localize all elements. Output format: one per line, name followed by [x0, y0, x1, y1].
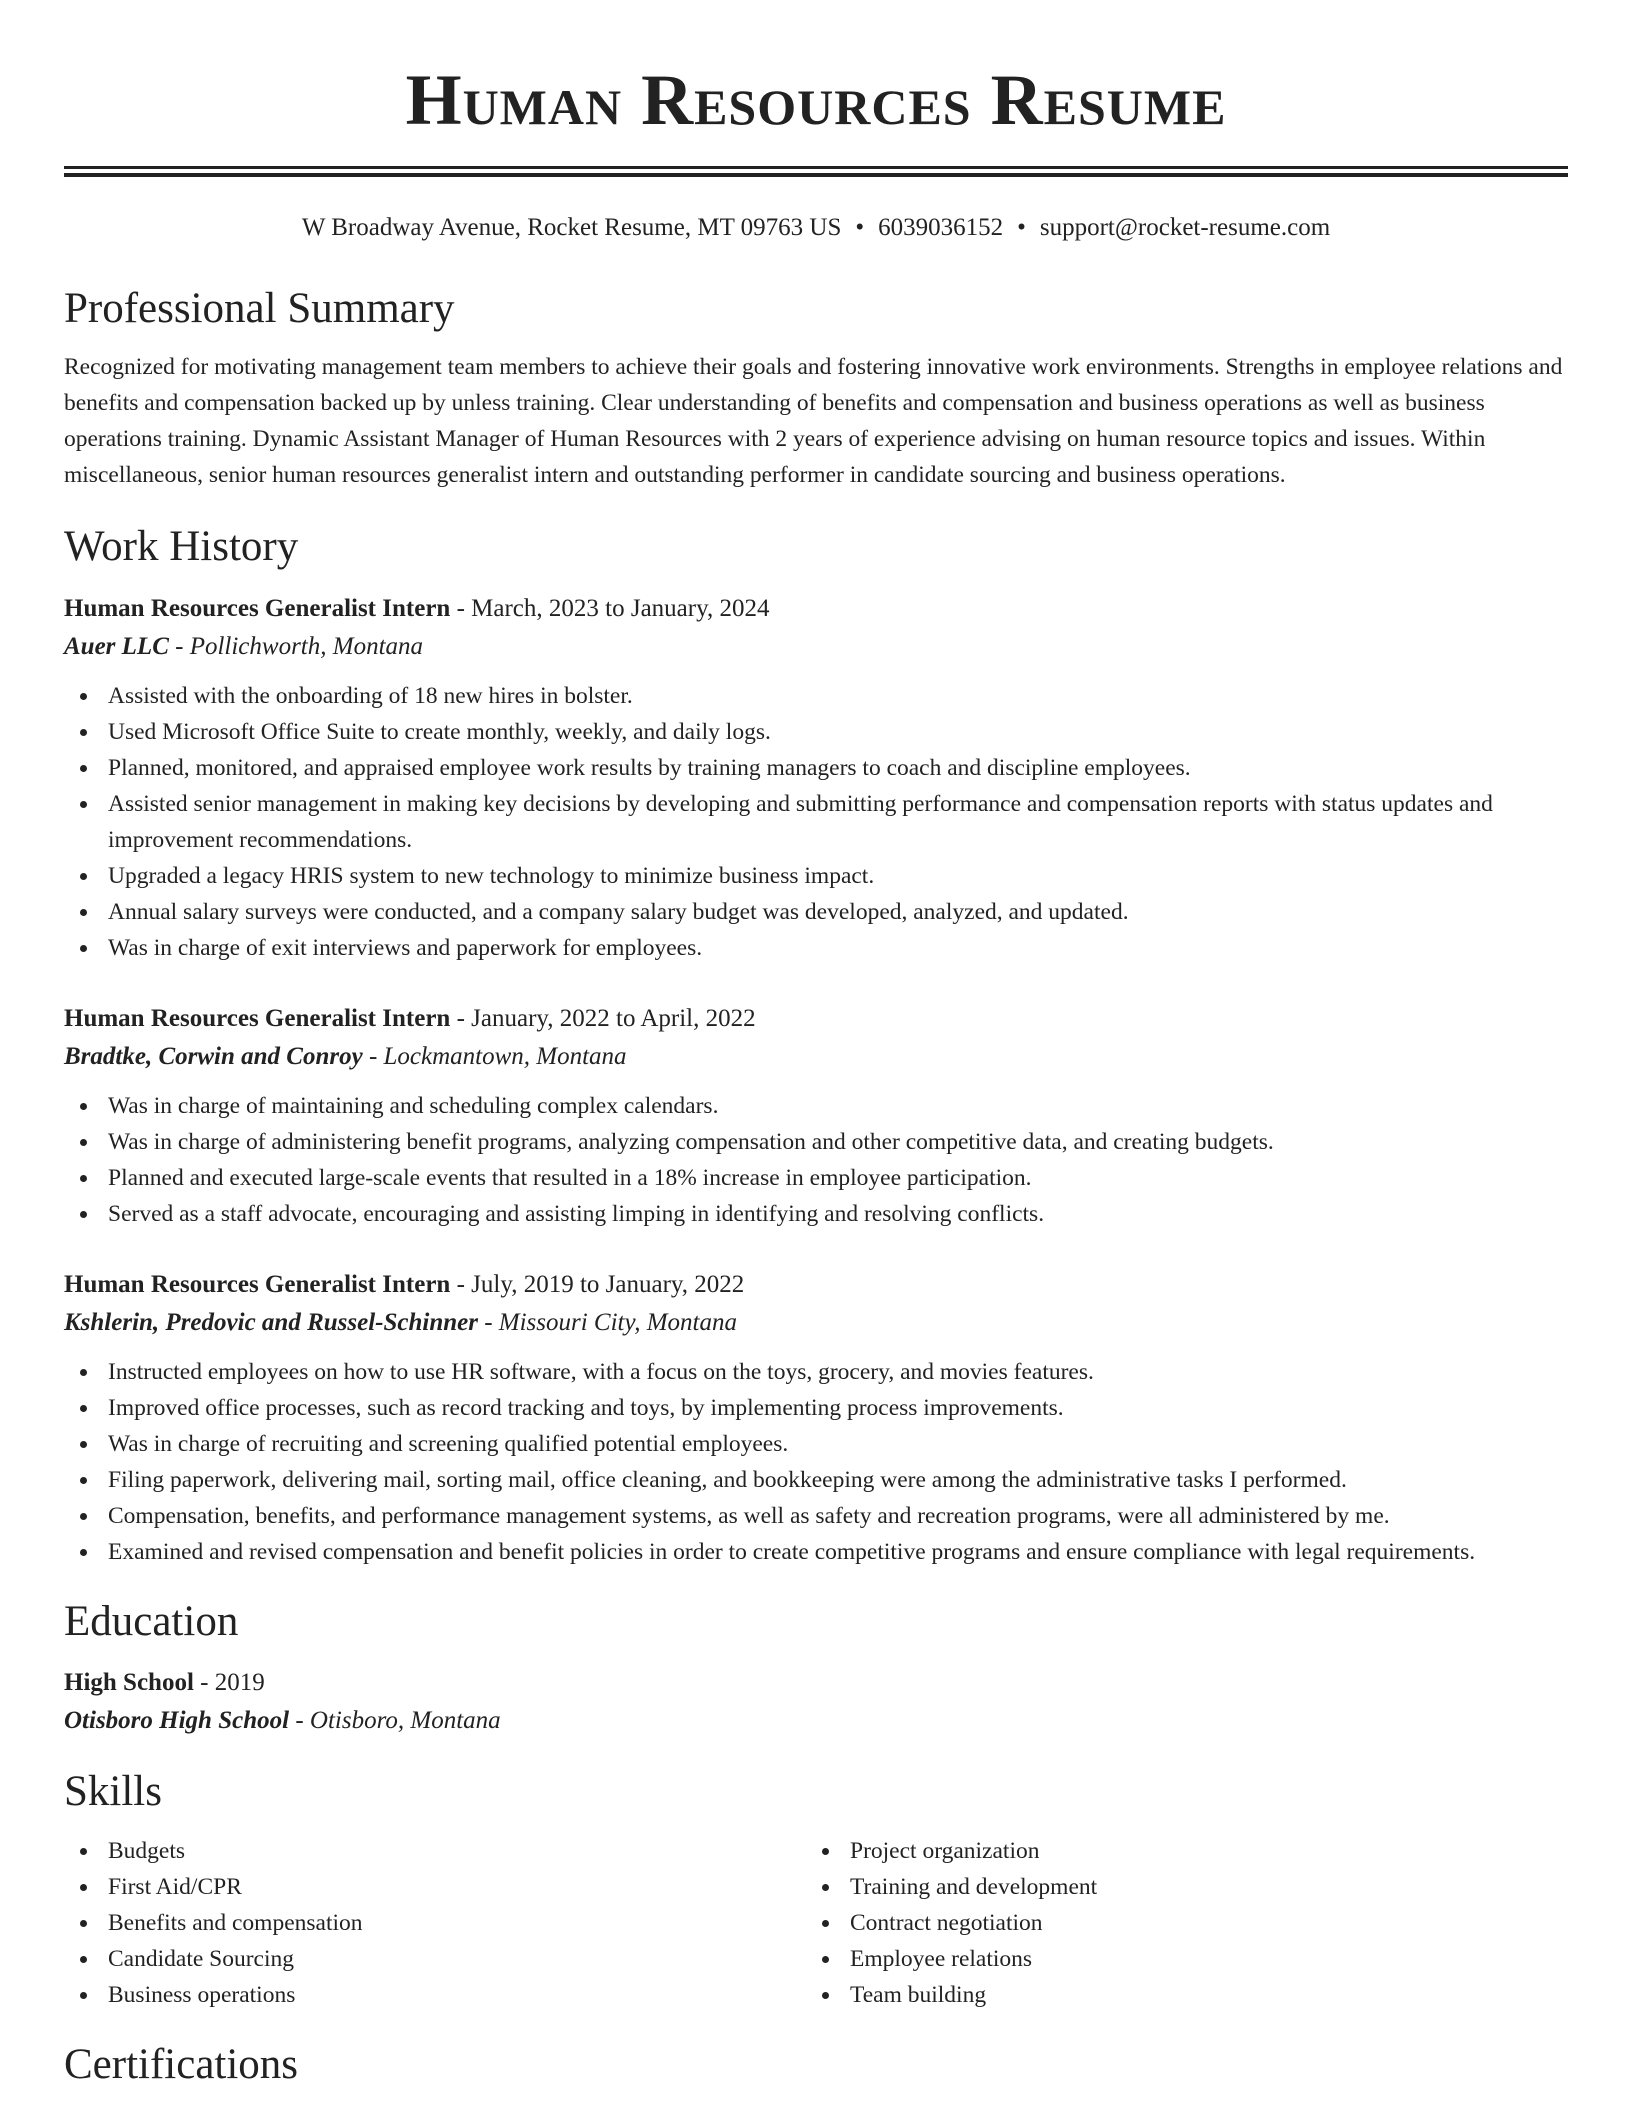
skill-item: Candidate Sourcing — [64, 1941, 806, 1977]
job-title: Human Resources Generalist Intern — [64, 595, 451, 623]
job-entry — [64, 1000, 1568, 1232]
degree-year: - 2019 — [193, 1668, 265, 1696]
skill-item: Project organization — [806, 1833, 1548, 1869]
company-location: - Missouri City, Montana — [477, 1309, 737, 1337]
skills-column-right — [806, 1833, 1548, 2013]
school-location: - Otisboro, Montana — [289, 1706, 501, 1734]
skill-item: Budgets — [64, 1833, 806, 1869]
contact-separator: • — [855, 214, 865, 241]
job-bullet: Annual salary surveys were conducted, and a company salary budget was developed, analyzed, and updated. — [64, 894, 1568, 930]
job-bullet: Examined and revised compensation and benefit policies in order to create competitive programs and ensure compliance with legal requirements. — [64, 1534, 1568, 1570]
skill-item: Contract negotiation — [806, 1905, 1548, 1941]
contact-line — [64, 213, 1568, 243]
job-bullet: Used Microsoft Office Suite to create monthly, weekly, and daily logs. — [64, 714, 1568, 750]
contact-email: support@rocket-resume.com — [1039, 214, 1331, 241]
company-name: Auer LLC — [64, 633, 169, 661]
company-line — [64, 628, 1568, 666]
job-bullet: Filing paperwork, delivering mail, sorting mail, office cleaning, and bookkeeping were among the administrative tasks I performed. — [64, 1462, 1568, 1498]
job-bullet: Assisted senior management in making key decisions by developing and submitting performance and compensation reports with status updates and improvement recommendations. — [64, 786, 1568, 858]
skill-item: Benefits and compensation — [64, 1905, 806, 1941]
work-history-heading: Work History — [64, 522, 299, 570]
contact-phone: 6039036152 — [878, 214, 1004, 241]
job-title: Human Resources Generalist Intern — [64, 1271, 451, 1299]
job-dates: - January, 2022 to April, 2022 — [450, 1005, 756, 1033]
job-bullet: Planned, monitored, and appraised employee work results by training managers to coach and discipline employees. — [64, 750, 1568, 786]
job-bullet: Compensation, benefits, and performance management systems, as well as safety and recreation programs, were all administered by me. — [64, 1498, 1568, 1534]
summary-heading: Professional Summary — [64, 285, 455, 332]
job-entry — [64, 1266, 1568, 1570]
company-location: - Lockmantown, Montana — [362, 1043, 627, 1071]
job-title-line — [64, 1000, 1568, 1038]
job-bullet: Served as a staff advocate, encouraging and assisting limping in identifying and resolving conflicts. — [64, 1196, 1568, 1232]
education-heading: Education — [64, 1598, 239, 1646]
job-bullet: Instructed employees on how to use HR software, with a focus on the toys, grocery, and movies features. — [64, 1354, 1568, 1390]
certifications-heading: Certifications — [64, 2041, 299, 2089]
job-bullets — [64, 1354, 1568, 1570]
company-line — [64, 1038, 1568, 1076]
company-line — [64, 1304, 1568, 1342]
school-line — [64, 1702, 1568, 1740]
job-bullet: Was in charge of maintaining and scheduling complex calendars. — [64, 1088, 1568, 1124]
company-name: Bradtke, Corwin and Conroy — [64, 1043, 363, 1071]
degree-name: High School — [64, 1668, 194, 1696]
summary-text: Recognized for motivating management team members to achieve their goals and fostering innovative work environments. Strengths in employee relations and benefits and compensation backed up by unless training. Clear understanding of benefits and compensation and business operations as well as business operations training. Dynamic Assistant Manager of Human Resources with 2 years of experience advising on human resource topics and issues. Within miscellaneous, senior human resources generalist intern and outstanding performer in candidate sourcing and business operations. — [64, 353, 1563, 488]
job-bullet: Planned and executed large-scale events that resulted in a 18% increase in employee participation. — [64, 1160, 1568, 1196]
skill-item: First Aid/CPR — [64, 1869, 806, 1905]
skill-item: Employee relations — [806, 1941, 1548, 1977]
job-bullet: Assisted with the onboarding of 18 new hires in bolster. — [64, 678, 1568, 714]
resume-title: Human Resources Resume — [405, 60, 1227, 140]
degree-line — [64, 1664, 1568, 1702]
contact-address: W Broadway Avenue, Rocket Resume, MT 09763 US — [301, 214, 842, 241]
contact-separator: • — [1017, 214, 1026, 241]
skills-grid — [64, 1833, 1568, 2013]
company-name: Kshlerin, Predovic and Russel-Schinner — [64, 1309, 478, 1337]
job-bullet: Was in charge of administering benefit programs, analyzing compensation and other competitive data, and creating budgets. — [64, 1124, 1568, 1160]
job-bullet: Improved office processes, such as record tracking and toys, by implementing process improvements. — [64, 1390, 1568, 1426]
skill-item: Team building — [806, 1977, 1548, 2013]
company-location: - Pollichworth, Montana — [168, 633, 424, 661]
skill-item: Training and development — [806, 1869, 1548, 1905]
job-bullets — [64, 678, 1568, 966]
job-bullets — [64, 1088, 1568, 1232]
education-entry — [64, 1664, 1568, 1740]
job-bullet: Upgraded a legacy HRIS system to new technology to minimize business impact. — [64, 858, 1568, 894]
job-title: Human Resources Generalist Intern — [64, 1005, 451, 1033]
skills-heading: Skills — [64, 1767, 162, 1815]
job-dates: - July, 2019 to January, 2022 — [450, 1271, 745, 1299]
job-dates: - March, 2023 to January, 2024 — [450, 595, 770, 623]
job-title-line — [64, 1266, 1568, 1304]
job-bullet: Was in charge of exit interviews and paperwork for employees. — [64, 930, 1568, 966]
skill-item: Business operations — [64, 1977, 806, 2013]
job-entry — [64, 590, 1568, 966]
title-divider — [64, 166, 1568, 177]
job-bullet: Was in charge of recruiting and screening qualified potential employees. — [64, 1426, 1568, 1462]
skills-column-left — [64, 1833, 806, 2013]
school-name: Otisboro High School — [64, 1706, 290, 1734]
job-title-line — [64, 590, 1568, 628]
